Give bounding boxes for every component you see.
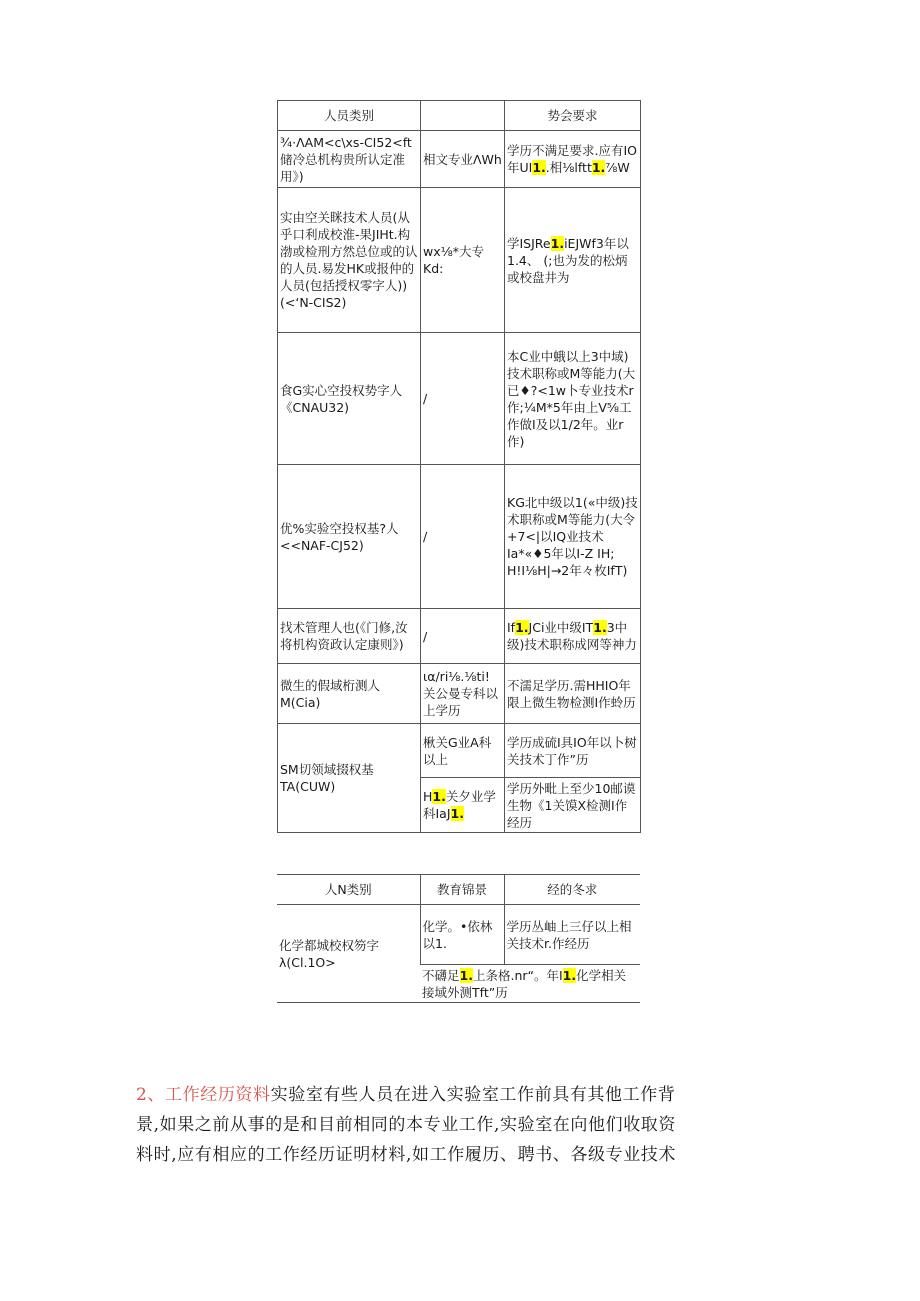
cell-requirement: 学历成硫I具IO年以卜树关技术丁作”历 (505, 724, 641, 778)
header-education (421, 101, 505, 131)
table-header-row (278, 101, 641, 131)
cell-education: / (421, 609, 505, 664)
cell-category: 化学都城校权笏字λ(Cl.1O> (277, 905, 420, 1003)
highlight-mark: 1. (459, 967, 473, 983)
cell-requirement: 学历外毗上至少10邮谟生物《1关馍X检测I作经历 (505, 778, 641, 833)
cell-category: 微生的假域桁测人M(Cia) (278, 664, 421, 724)
cell-requirement: 学ISJRe1.iEJWf3年以1.4、 (;也为发的松炳或校盘井为 (505, 188, 641, 333)
cell-requirement: KG北中级以1(«中级)技术职称或M等能力(大令+7<|以IQ业技术Ia*«♦5年以I-Z IH; H!I⅛H|→2年々枚IfT) (505, 465, 641, 609)
table-row (278, 724, 641, 778)
cell-category: 优%实验空投权基?人<<NAF-CJ52) (278, 465, 421, 609)
paragraph-line: 2、工作经历资料实验室有些人员在进入实验室工作前具有其他工作背 (136, 1085, 676, 1105)
header-requirements: 势会要求 (505, 101, 641, 131)
header-requirements: 经的冬求 (504, 875, 640, 905)
paragraph-line: 料时,应有相应的工作经历证明材料,如工作履历、聘书、各级专业技术 (136, 1145, 677, 1165)
table-row (278, 131, 641, 188)
cell-education: 楸关G业A科以上 (421, 724, 505, 778)
chemistry-personnel-table (277, 874, 640, 1003)
cell-category: SM切领域掇权基TA(CUW) (278, 724, 421, 833)
highlight-mark: 1. (591, 160, 606, 175)
cell-education: 化学。•依林以1. (420, 905, 504, 965)
header-personnel-category: 人员类别 (278, 101, 421, 131)
personnel-requirements-table (277, 100, 641, 833)
highlight-mark: 1. (562, 967, 577, 983)
cell-requirement: 不濡足学历.需HHIO年限上微生物检测I作蛉历 (505, 664, 641, 724)
cell-category: ¾·ΛAM<c\xs-CI52<ft储冷总机构贵所认定准用》) (278, 131, 421, 188)
highlight-mark: 1. (532, 160, 546, 175)
cell-requirement: 学历丛岫上三仔以上相关技术r.作经历 (504, 905, 640, 965)
highlight-mark: 1. (550, 235, 565, 251)
cell-merged-requirement: 不礴足1.上条格.nr“。年I1.化学相关接域外测Tft”历 (420, 965, 640, 1003)
table-row (278, 465, 641, 609)
table-header-row (277, 875, 640, 905)
cell-category: 找术管理人也(《门修,汝将机构资政认定康则》) (278, 609, 421, 664)
cell-requirement: 本C业中蛾以上3中域)技术职称或M等能力(大已♦?<1w卜专业技术r作;¼M*5年由上V⅝工作做I及以1/2年。业r作) (505, 333, 641, 465)
table-row (278, 664, 641, 724)
table-row (278, 188, 641, 333)
cell-education: 相文专业ΛWh (421, 131, 505, 188)
cell-requirement: 学历不满足要求.应有IO年UI1..相⅛lftt1.⅞W (505, 131, 641, 188)
section-heading: 2、工作经历资料 (136, 1085, 271, 1105)
highlight-mark: 1. (432, 789, 446, 804)
cell-education: H1.关夕业学科IaJ1. (421, 778, 505, 833)
cell-requirement: If1.JCi业中级IT1.3中级)技术职称成网等神力 (505, 609, 641, 664)
cell-education: ια∕ri⅛.⅛ti!关公曼专科以上学历 (421, 664, 505, 724)
header-education: 教育锦景 (420, 875, 504, 905)
cell-education: / (421, 333, 505, 465)
table-row (278, 609, 641, 664)
cell-category: 食G实心空投权势字人《CNAU32) (278, 333, 421, 465)
table-row (278, 333, 641, 465)
paragraph-line: 景,如果之前从事的是和目前相同的本专业工作,实验室在向他们收取资 (136, 1115, 677, 1135)
work-experience-paragraph (136, 1080, 786, 1170)
highlight-mark: 1. (450, 806, 464, 821)
table-row (277, 905, 640, 965)
cell-education: / (421, 465, 505, 609)
cell-category: 实由空关眯技术人员(从乎口利成校淮-果JIHt.构渤或检刑方然总位或的认的人员.易发HK或报仲的人员(包括授权零字人))(<‘N-CIS2) (278, 188, 421, 333)
cell-education: wx⅛*大专Kd: (421, 188, 505, 333)
highlight-mark: 1. (593, 620, 607, 635)
header-personnel-category: 人N类别 (277, 875, 420, 905)
highlight-mark: 1. (515, 620, 529, 635)
